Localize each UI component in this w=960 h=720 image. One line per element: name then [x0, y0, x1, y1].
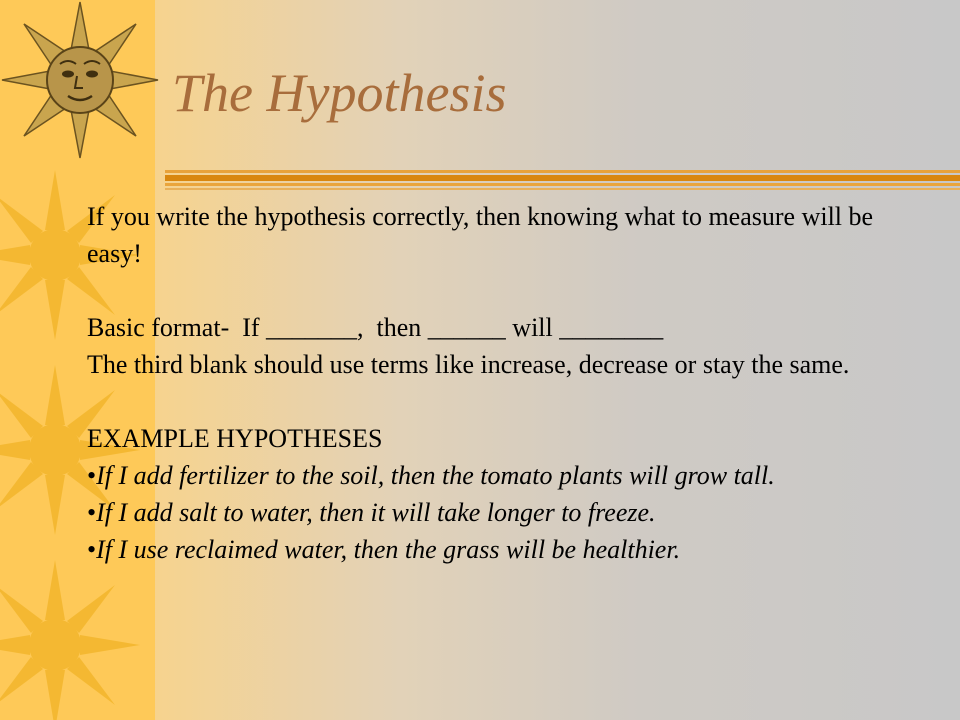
example-item: •If I add salt to water, then it will take longer to freeze.	[87, 498, 656, 527]
slide-body	[87, 198, 907, 568]
third-blank-note: The third blank should use terms like increase, decrease or stay the same.	[87, 350, 850, 379]
example-item: •If I add fertilizer to the soil, then the tomato plants will grow tall.	[87, 461, 775, 490]
title-divider	[165, 170, 960, 192]
bullet: •	[87, 535, 97, 564]
format-line: Basic format- If _______, then ______ will ________	[87, 313, 664, 342]
bullet: •	[87, 498, 97, 527]
example-item: •If I use reclaimed water, then the grass will be healthier.	[87, 535, 681, 564]
bullet: •	[87, 461, 97, 490]
intro-paragraph: If you write the hypothesis correctly, then knowing what to measure will be easy!	[87, 202, 874, 268]
slide-title: The Hypothesis	[172, 63, 507, 123]
examples-heading: EXAMPLE HYPOTHESES	[87, 424, 383, 453]
sun-face-icon	[0, 0, 160, 165]
